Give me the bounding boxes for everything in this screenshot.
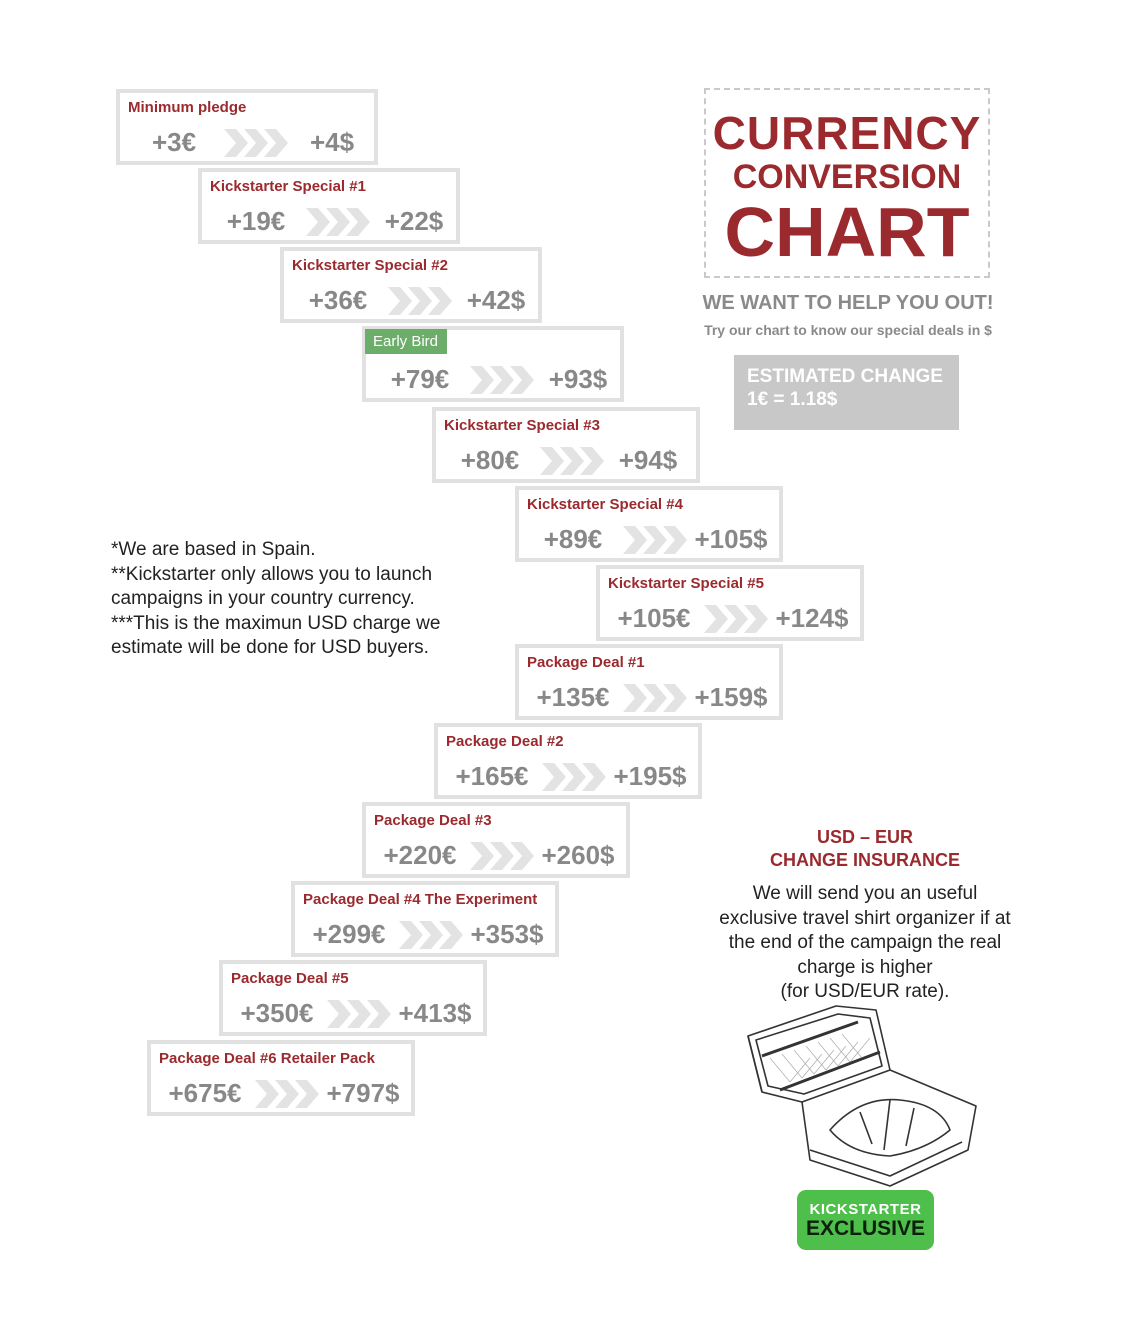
tier-name: Package Deal #5 (231, 970, 349, 987)
tier-usd-value: +93$ (548, 364, 608, 394)
tier-name: Kickstarter Special #3 (444, 417, 600, 434)
chevrons-right-icon (253, 1078, 321, 1110)
tier-eur-value: +135€ (536, 682, 610, 712)
tier-eur-value: +220€ (383, 840, 457, 870)
help-subtitle: Try our chart to know our special deals in $ (704, 322, 992, 338)
tier-usd-value: +353$ (470, 919, 544, 949)
tier-name: Package Deal #6 Retailer Pack (159, 1050, 375, 1067)
chevrons-right-icon (222, 127, 290, 159)
insurance-body-line: exclusive travel shirt organizer if at (719, 907, 1011, 929)
tier-usd-value: +260$ (541, 840, 615, 870)
shirt-organizer-illustration (740, 1000, 980, 1190)
help-heading: WE WANT TO HELP YOU OUT! (702, 292, 994, 314)
chevrons-right-icon (325, 998, 393, 1030)
tier-eur-value: +299€ (312, 919, 386, 949)
footnote-line: **Kickstarter only allows you to launch (111, 563, 433, 585)
badge-line-1: KICKSTARTER (809, 1201, 922, 1218)
tier-eur-value: +36€ (308, 285, 368, 315)
tier-card (362, 802, 630, 878)
estimated-change-box (734, 355, 959, 430)
tier-eur-value: +675€ (168, 1078, 242, 1108)
tier-name: Package Deal #2 (446, 733, 564, 750)
insurance-heading-line-2: CHANGE INSURANCE (769, 850, 960, 870)
chevrons-right-icon (621, 682, 689, 714)
chevrons-right-icon (397, 919, 465, 951)
tier-usd-value: +42$ (466, 285, 526, 315)
tier-usd-value: +413$ (398, 998, 472, 1028)
tier-card (219, 960, 487, 1036)
tier-eur-value: +350€ (240, 998, 314, 1028)
chart-title-box (704, 88, 990, 278)
tier-eur-value: +89€ (543, 524, 603, 554)
kickstarter-exclusive-badge (797, 1190, 934, 1250)
chevrons-right-icon (468, 840, 536, 872)
tier-card (432, 407, 700, 483)
footnote-line: ***This is the maximun USD charge we (111, 612, 441, 634)
tier-usd-value: +124$ (775, 603, 849, 633)
tier-eur-value: +3€ (151, 127, 197, 157)
tier-usd-value: +105$ (694, 524, 768, 554)
tier-usd-value: +159$ (694, 682, 768, 712)
title-line-1: CURRENCY (712, 107, 982, 159)
chevrons-right-icon (621, 524, 689, 556)
tier-name: Kickstarter Special #4 (527, 496, 683, 513)
tier-name-badge: Early Bird (365, 329, 447, 354)
tier-usd-value: +797$ (326, 1078, 400, 1108)
tier-card (515, 644, 783, 720)
footnotes (111, 538, 471, 661)
tier-card (116, 89, 378, 165)
tier-eur-value: +165€ (455, 761, 529, 791)
chevrons-right-icon (540, 761, 608, 793)
footnote-line: campaigns in your country currency. (111, 588, 415, 609)
estimated-change-rate: 1€ = 1.18$ (747, 389, 838, 410)
estimated-change-label: ESTIMATED CHANGE (747, 366, 943, 387)
badge-line-2: EXCLUSIVE (805, 1217, 926, 1240)
insurance-heading (735, 826, 995, 872)
tier-eur-value: +105€ (617, 603, 691, 633)
chevrons-right-icon (304, 206, 372, 238)
tier-name: Package Deal #4 The Experiment (303, 891, 538, 908)
tier-name: Package Deal #1 (527, 654, 645, 671)
title-line-2: CONVERSION (732, 158, 962, 196)
tier-name: Minimum pledge (128, 99, 247, 116)
tier-card (147, 1040, 415, 1116)
title-line-3: CHART (724, 193, 970, 271)
tier-name: Kickstarter Special #5 (608, 575, 764, 592)
insurance-heading-line-1: USD – EUR (816, 827, 914, 847)
tier-card (362, 326, 624, 402)
chevrons-right-icon (468, 364, 536, 396)
tier-card (434, 723, 702, 799)
tier-eur-value: +80€ (460, 445, 520, 475)
footnote-line: estimate will be done for USD buyers. (111, 637, 429, 658)
insurance-body-line: the end of the campaign the real (728, 932, 1002, 953)
chevrons-right-icon (386, 285, 454, 317)
tier-eur-value: +19€ (226, 206, 286, 236)
tier-card (291, 881, 559, 957)
tier-card (198, 168, 460, 244)
insurance-body-line: We will send you an useful (752, 883, 978, 904)
tier-card (515, 486, 783, 562)
tier-name: Package Deal #3 (374, 812, 492, 829)
tier-eur-value: +79€ (390, 364, 450, 394)
tier-name: Kickstarter Special #1 (210, 178, 366, 195)
tier-usd-value: +94$ (618, 445, 678, 475)
tier-usd-value: +4$ (309, 127, 355, 157)
chevrons-right-icon (538, 445, 606, 477)
insurance-body (705, 882, 1025, 1005)
tier-card (280, 247, 542, 323)
tier-usd-value: +195$ (613, 761, 687, 791)
chevrons-right-icon (702, 603, 770, 635)
footnote-line: *We are based in Spain. (111, 539, 316, 560)
tier-name: Kickstarter Special #2 (292, 257, 448, 274)
insurance-body-line: charge is higher (797, 956, 933, 978)
insurance-body-line: (for USD/EUR rate). (780, 981, 950, 1002)
tier-card (596, 565, 864, 641)
tier-usd-value: +22$ (384, 206, 444, 236)
